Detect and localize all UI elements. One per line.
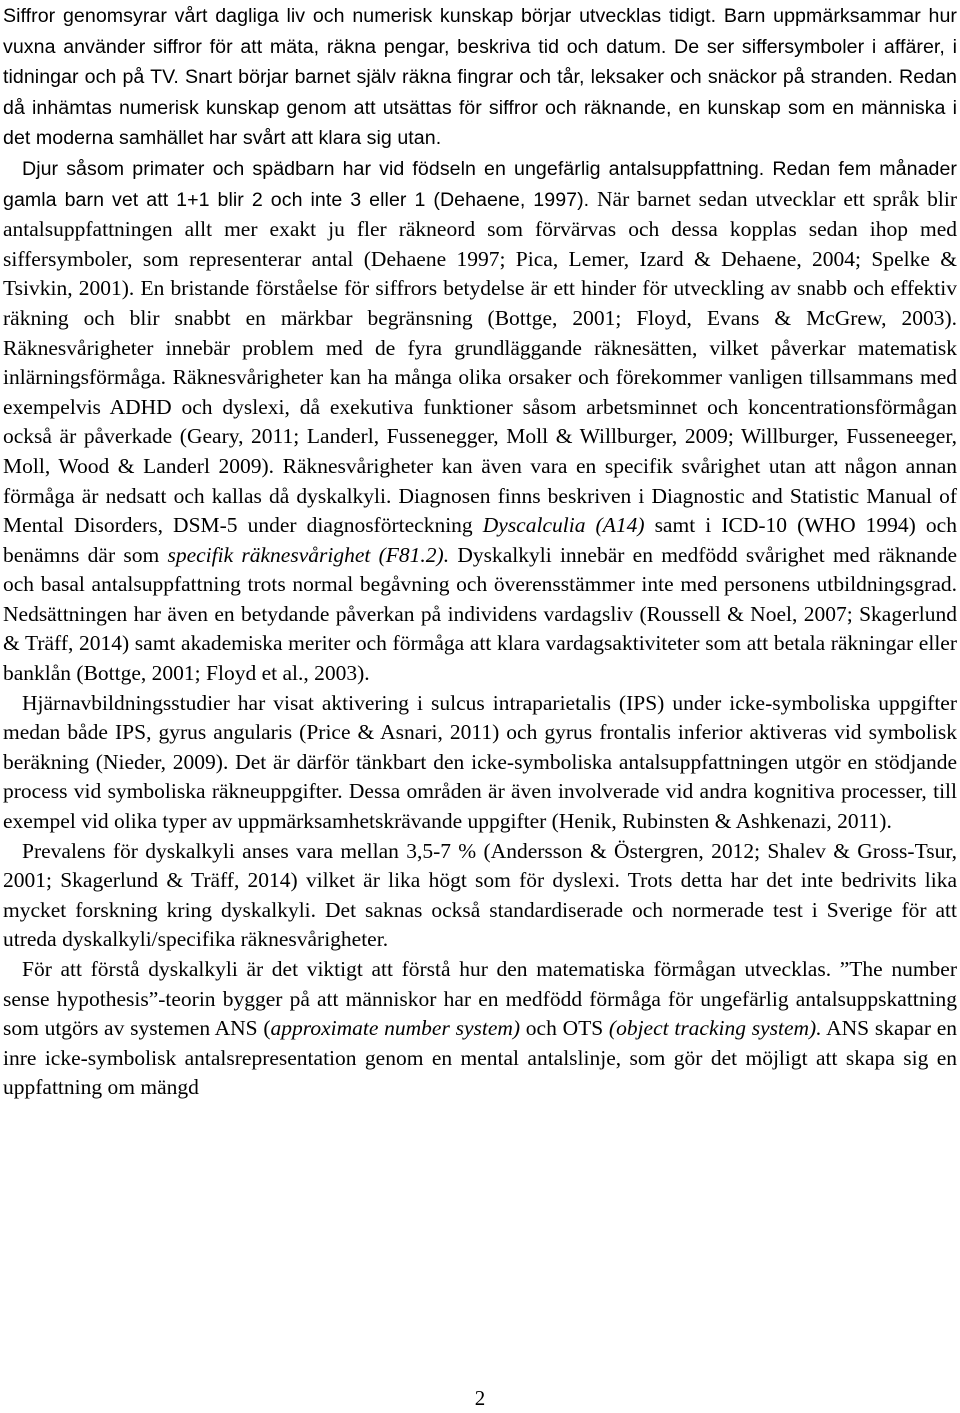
page-number: 2 [474, 1386, 486, 1410]
paragraph-3 [3, 689, 957, 837]
paragraph-3-text: Hjärnavbildningsstudier har visat aktivering i sulcus intraparietalis (IPS) under icke-symboliska uppgifter medan både IPS, gyrus angularis (Price & Asnari, 2011) och gyrus frontalis inferior aktiveras vid symbolisk beräkning (Nieder, 2009). Det är därför tänkbart den icke-symboliska antalsuppfattningen utgör en stödjande process vid symboliska räkneuppgifter. Dessa områden är även involverade vid andra kognitiva processer, till exempel vid olika typer av uppmärksamhetskrävande uppgifter (Henik, Rubinsten & Ashkenazi, 2011). [3, 690, 957, 834]
paragraph-5-text-ots: och OTS [520, 1016, 609, 1041]
paragraph-2-sans-text: Djur såsom primater och spädbarn har vid födseln en ungefärlig antalsuppfattning. Redan fem månader gamla barn vet att 1+1 blir 2 och inte 3 eller 1 (Dehaene, 1997). [3, 157, 957, 211]
paragraph-4-text: Prevalens för dyskalkyli anses vara mellan 3,5-7 % (Andersson & Östergren, 2012; Shalev & Gross-Tsur, 2001; Skagerlund & Träff, 2014) vilket är lika högt som för dyslexi. Trots detta har det inte bedrivits lika mycket forskning kring dyskalkyli. Det saknas också standardiserade och normerade test i Sverige för att utreda dyskalkyli/specifika räknesvårigheter. [3, 838, 957, 952]
paragraph-5 [3, 955, 957, 1103]
paragraph-2-text-icd: samt i ICD-10 (WHO 1994) och benämns där som [3, 513, 957, 567]
paragraph-1-text: Siffror genomsyrar vårt dagliga liv och numerisk kunskap börjar utvecklas tidigt. Barn uppmärksammar hur vuxna använder siffror för att mäta, räkna pengar, beskriva tid och datum. De ser siffersymboler i affärer, i tidningar och på TV. Snart börjar barnet själv räkna fingrar och tår, leksaker och snäckor på stranden. Redan då inhämtas numerisk kunskap genom att utsättas för siffror och räknande, en kunskap som en människa i det moderna samhället har svårt att klara sig utan. [3, 5, 957, 150]
paragraph-2-italic-specifik: specifik räknesvårighet (F81.2). [167, 542, 450, 567]
paragraph-5-text-end: ANS skapar en inre icke-symbolisk antalsrepresentation genom en mental antalslinje, som gör det möjligt att skapa sig en uppfattning om mängd [3, 1016, 957, 1100]
paragraph-2-text: När barnet sedan utvecklar ett språk blir antalsuppfattningen allt mer exakt ju fler räkneord som förvärvas och dessa kopplas sedan ihop med siffersymboler, som representerar antal (Dehaene 1997; Pica, Lemer, Izard & Dehaene, 2004; Spelke & Tsivkin, 2001). En bristande förståelse för siffrors betydelse är ett hinder för utveckling av snabb och effektiv räkning och blir snabbt en märkbar begränsning (Bottge, 2001; Floyd, Evans & McGrew, 2003). Räknesvårigheter innebär problem med de fyra grundläggande räknesätten, vilket påverkar matematisk inlärningsförmåga. Räknesvårigheter kan ha många olika orsaker och förekommer vanligen tillsammans med exempelvis ADHD och dyslexi, då exekutiva funktioner såsom arbetsminnet och koncentrationsförmågan också är påverkade (Geary, 2011; Landerl, Fussenegger, Moll & Willburger, 2009; Willburger, Fusseneeger, Moll, Wood & Landerl 2009). Räknesvårigheter kan även vara en specifik svårighet utan att någon annan förmåga är nedsatt och kallas då dyskalkyli. Diagnosen finns beskriven i Diagnostic and Statistic Manual of Mental Disorders, DSM-5 under diagnosförteckning [3, 186, 957, 538]
paragraph-1 [3, 1, 957, 154]
paragraph-2 [3, 154, 957, 689]
paragraph-2-text-end: Dyskalkyli innebär en medfödd svårighet med räknande och basal antalsuppfattning trots normal begåvning och överensstämmer inte med personens utbildningsgrad. Nedsättningen har även en betydande påverkan på individens vardagsliv (Roussell & Noel, 2007; Skagerlund & Träff, 2014) samt akademiska meriter och förmåga att klara vardagsaktiviteter som att betala räkningar eller banklån (Bottge, 2001; Floyd et al., 2003). [3, 542, 958, 686]
paragraph-5-italic-ots: (object tracking system). [608, 1016, 822, 1041]
paragraph-4 [3, 837, 957, 955]
paragraph-5-italic-ans: approximate number system) [270, 1016, 521, 1041]
paragraph-2-italic-dyscalculia: Dyscalculia (A14) [482, 513, 645, 538]
paragraph-5-text: För att förstå dyskalkyli är det viktigt att förstå hur den matematiska förmågan utvecklas. ”The number sense hypothesis”-teorin bygger på att människor har en medfödd förmåga för ungefärlig antalsuppskattning som utgörs av systemen ANS ( [3, 957, 957, 1041]
document-page [3, 0, 957, 1103]
